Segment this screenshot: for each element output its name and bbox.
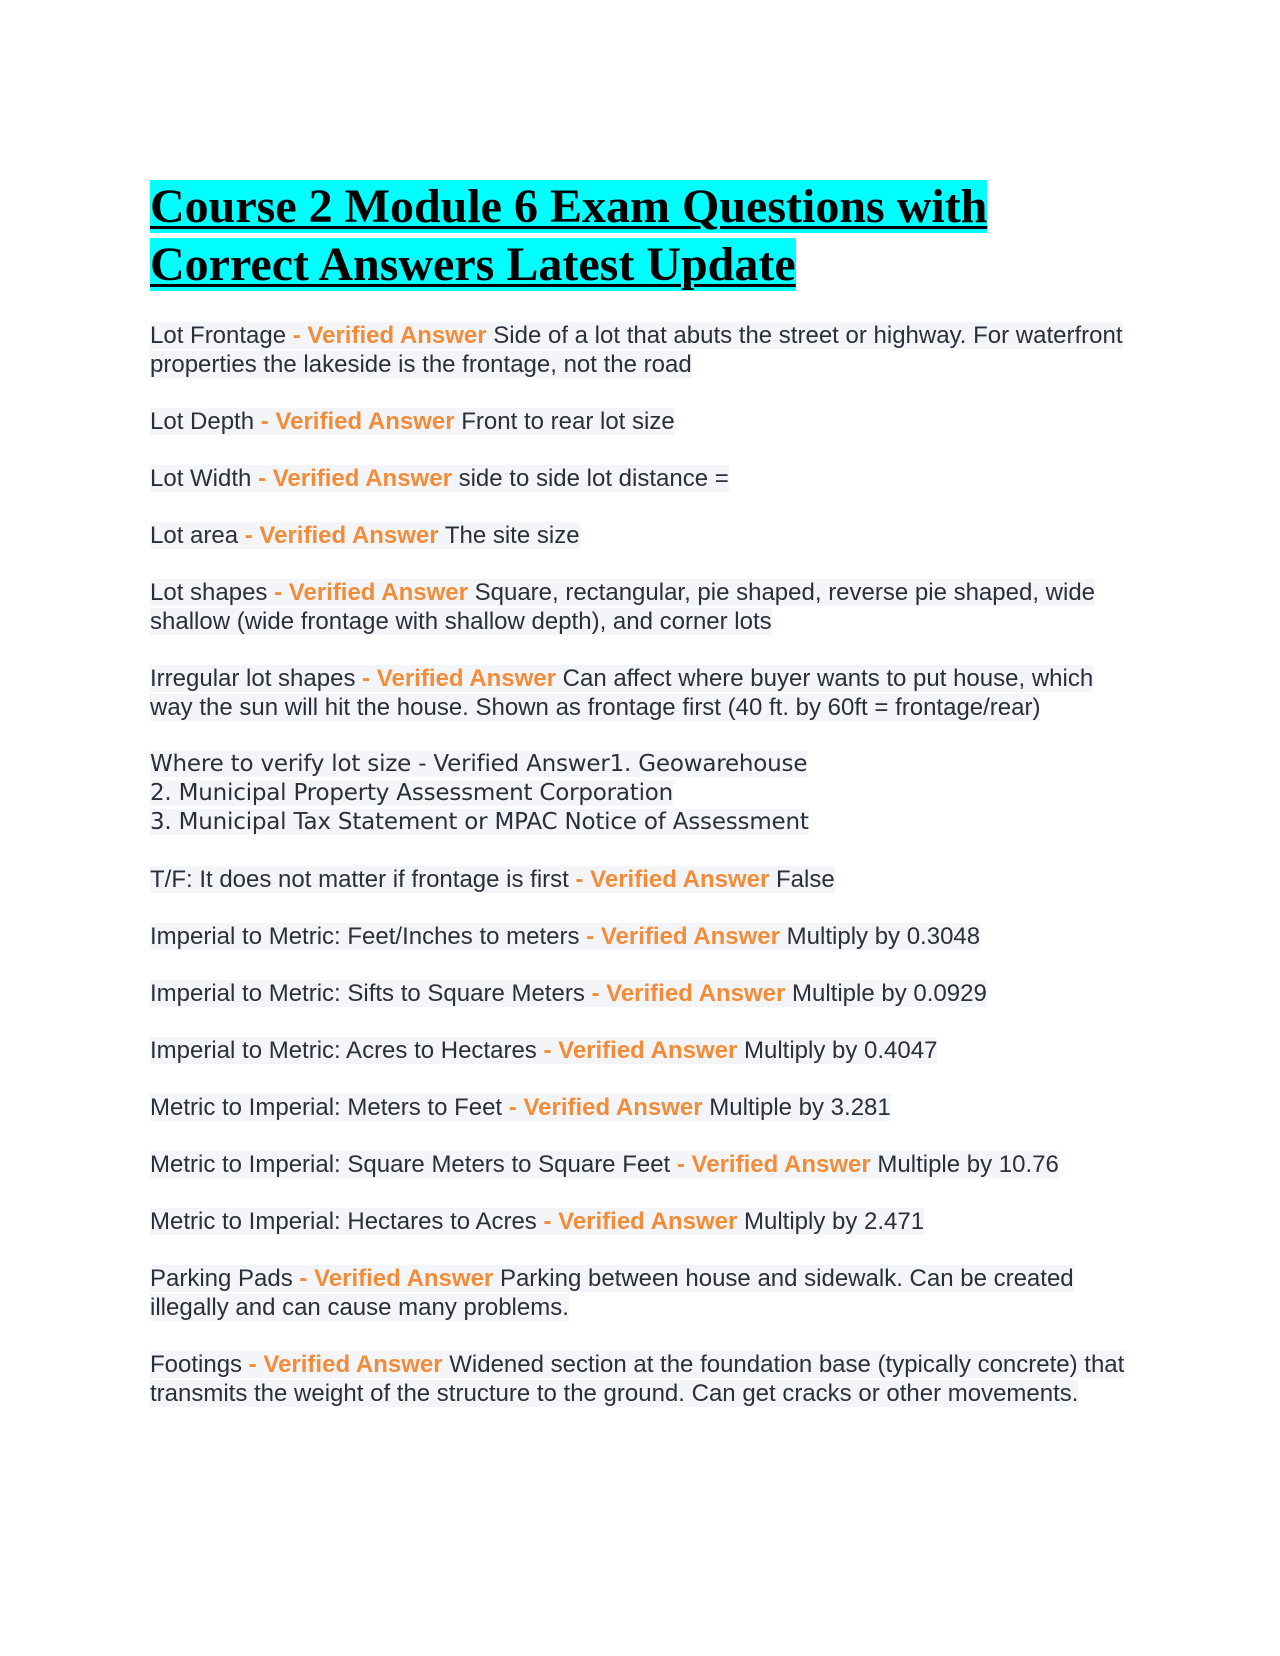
- qa-item-lot-area: [150, 521, 1130, 550]
- qa-item-hectares-to-acres: [150, 1207, 1130, 1236]
- answer-text: Multiply by 0.3048: [786, 923, 981, 950]
- verified-answer-label: - Verified Answer: [274, 579, 468, 606]
- verified-answer-label: - Verified Answer: [543, 1037, 738, 1064]
- qa-item-feet-to-meters: [150, 922, 1130, 951]
- qa-item-sqft-to-sqm: [150, 979, 1130, 1008]
- answer-text: Multiple by 0.0929: [792, 980, 987, 1007]
- qa-item-footings: [150, 1350, 1130, 1408]
- answer-text: Multiply by 0.4047: [743, 1037, 938, 1064]
- question-text: Metric to Imperial: Square Meters to Square Feet: [150, 1151, 671, 1178]
- question-text: Parking Pads: [150, 1265, 293, 1292]
- answer-text: Square, rectangular, pie shaped, reverse pie shaped, wide shallow (wide frontage with shallow depth), and corner lots: [150, 579, 1096, 635]
- verified-answer-label: - Verified Answer: [586, 923, 780, 950]
- verified-answer-label: - Verified Answer: [575, 866, 770, 893]
- question-text: Metric to Imperial: Hectares to Acres: [150, 1208, 537, 1235]
- verified-answer-label: - Verified Answer: [676, 1151, 871, 1178]
- answer-text: side to side lot distance =: [458, 465, 729, 492]
- verified-answer-label: - Verified Answer: [362, 665, 556, 692]
- qa-item-sqm-to-sqft: [150, 1150, 1130, 1179]
- verified-answer-label: - Verified Answer: [258, 465, 452, 492]
- verified-answer-label: - Verified Answer: [591, 980, 786, 1007]
- verified-answer-label: - Verified Answer: [292, 322, 487, 349]
- question-text: Lot Depth: [150, 408, 255, 435]
- qa-item-lot-shapes: [150, 578, 1130, 636]
- verify-lot-size-block: [150, 750, 1130, 837]
- qa-item-tf-frontage: [150, 865, 1130, 894]
- answer-text: Can affect where buyer wants to put house, which way the sun will hit the house. Shown as frontage first (40 ft. by 60ft = frontage/rear): [150, 665, 1094, 721]
- qa-item-acres-to-hectares: [150, 1036, 1130, 1065]
- question-text: T/F: It does not matter if frontage is first: [150, 866, 569, 893]
- verified-answer-label: - Verified Answer: [244, 522, 439, 549]
- title-line-2: Correct Answers Latest Update: [150, 238, 796, 291]
- qa-list: [150, 321, 1130, 1436]
- question-text: Imperial to Metric: Acres to Hectares: [150, 1037, 537, 1064]
- answer-text: Front to rear lot size: [461, 408, 675, 435]
- qa-item-lot-width: [150, 464, 1130, 493]
- question-text: Lot shapes: [150, 579, 268, 606]
- answer-text: The site size: [444, 522, 580, 549]
- question-text: Lot area: [150, 522, 239, 549]
- qa-item-irregular-lot-shapes: [150, 664, 1130, 722]
- qa-item-lot-frontage: [150, 321, 1130, 379]
- qa-item-lot-depth: [150, 407, 1130, 436]
- answer-text: Widened section at the foundation base (typically concrete) that transmits the weight of the structure to the ground. Can get cracks or other movements.: [150, 1351, 1125, 1407]
- answer-text: Multiple by 10.76: [877, 1151, 1059, 1178]
- answer-text: False: [776, 866, 835, 893]
- verified-answer-label: - Verified Answer: [299, 1265, 494, 1292]
- question-text: Footings: [150, 1351, 243, 1378]
- verify-line-1: Where to verify lot size - Verified Answer1. Geowarehouse: [150, 751, 808, 777]
- verified-answer-label: - Verified Answer: [508, 1094, 703, 1121]
- question-text: Lot Width: [150, 465, 252, 492]
- question-text: Imperial to Metric: Sifts to Square Meters: [150, 980, 585, 1007]
- question-text: Irregular lot shapes: [150, 665, 356, 692]
- answer-text: Side of a lot that abuts the street or highway. For waterfront properties the lakeside is the frontage, not the road: [150, 322, 1123, 378]
- qa-item-meters-to-feet: [150, 1093, 1130, 1122]
- verified-answer-label: - Verified Answer: [543, 1208, 738, 1235]
- answer-text: Multiple by 3.281: [709, 1094, 891, 1121]
- question-text: Imperial to Metric: Feet/Inches to meters: [150, 923, 580, 950]
- verify-line-3: 3. Municipal Tax Statement or MPAC Notice of Assessment: [150, 809, 809, 835]
- verified-answer-label: - Verified Answer: [248, 1351, 443, 1378]
- question-text: Lot Frontage: [150, 322, 287, 349]
- page-title: [150, 178, 1130, 294]
- title-line-1: Course 2 Module 6 Exam Questions with: [150, 180, 988, 233]
- question-text: Metric to Imperial: Meters to Feet: [150, 1094, 503, 1121]
- answer-text: Parking between house and sidewalk. Can be created illegally and can cause many problems.: [150, 1265, 1074, 1321]
- qa-item-parking-pads: [150, 1264, 1130, 1322]
- verified-answer-label: - Verified Answer: [260, 408, 455, 435]
- verify-line-2: 2. Municipal Property Assessment Corporation: [150, 780, 674, 806]
- answer-text: Multiply by 2.471: [743, 1208, 925, 1235]
